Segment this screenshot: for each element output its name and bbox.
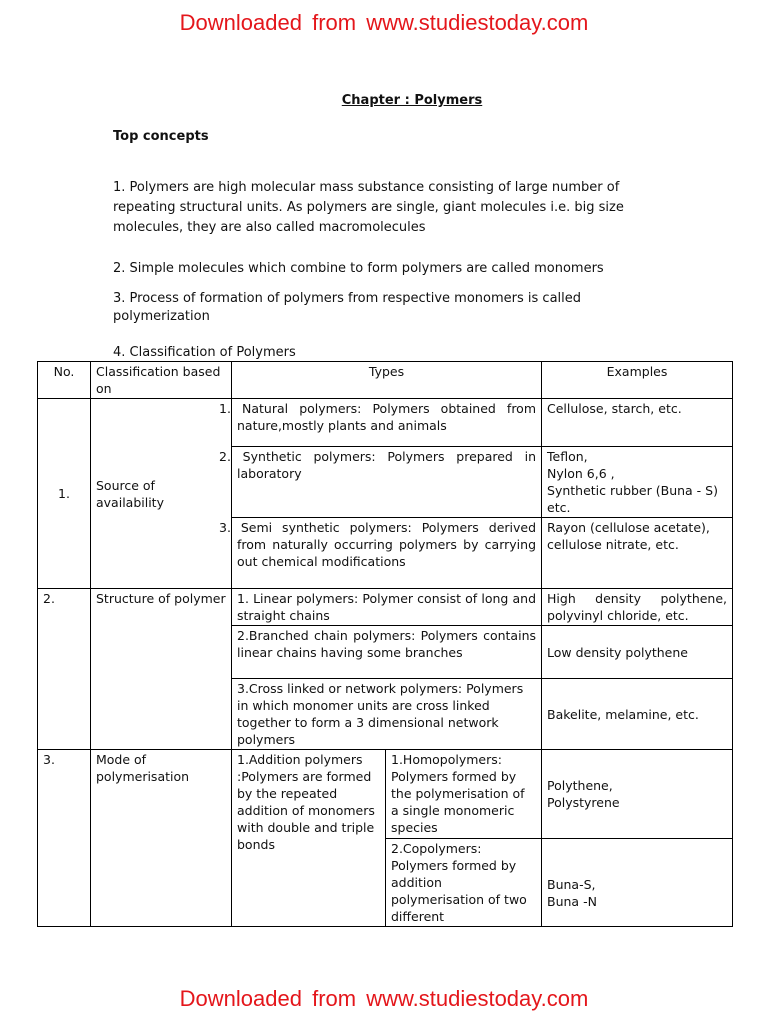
- subtype-cell: 2.Copolymers: Polymers formed by addition polymerisation of two different: [386, 839, 542, 927]
- download-banner-top[interactable]: Downloaded from www.studiestoday.com: [179, 10, 589, 35]
- type-cell: 2.Branched chain polymers: Polymers contains linear chains having some branches: [232, 626, 542, 679]
- subtype-cell: 1.Homopolymers: Polymers formed by the polymerisation of a single monomeric species: [386, 750, 542, 839]
- row-number: 3.: [38, 750, 91, 927]
- row-number: 1.: [38, 399, 91, 589]
- table-header-row: [38, 362, 733, 399]
- classification-table: [37, 361, 733, 927]
- type-cell: 2. Synthetic polymers: Polymers prepared in laboratory: [232, 447, 542, 518]
- type-cell: 1. Linear polymers: Polymer consist of long and straight chains: [232, 589, 542, 626]
- example-cell: Bakelite, melamine, etc.: [542, 679, 733, 750]
- example-cell: High density polythene, polyvinyl chloride, etc.: [542, 589, 733, 626]
- classification-basis: Mode of polymerisation: [91, 750, 232, 927]
- section-heading: Top concepts: [113, 129, 209, 144]
- header-types: Types: [232, 362, 542, 399]
- example-cell: Polythene, Polystyrene: [542, 750, 733, 839]
- classification-basis: Structure of polymer: [91, 589, 232, 750]
- table-row: [38, 399, 733, 447]
- row-number: 2.: [38, 589, 91, 750]
- example-cell: Rayon (cellulose acetate), cellulose nitrate, etc.: [542, 518, 733, 589]
- header-no: No.: [38, 362, 91, 399]
- header-examples: Examples: [542, 362, 733, 399]
- classification-basis: Source of availability: [91, 399, 232, 589]
- example-cell: Teflon, Nylon 6,6 , Synthetic rubber (Buna - S) etc.: [542, 447, 733, 518]
- download-banner-bottom[interactable]: Downloaded from www.studiestoday.com: [179, 986, 589, 1011]
- concept-point-3: 3. Process of formation of polymers from respective monomers is called polymerization: [113, 291, 582, 324]
- addition-polymers-cell: 1.Addition polymers :Polymers are formed by the repeated addition of monomers with double and triple bonds: [232, 750, 386, 927]
- table-row: [38, 589, 733, 626]
- header-classification: Classification based on: [91, 362, 232, 399]
- concept-point-1: 1. Polymers are high molecular mass substance consisting of large number of repeating structural units. As polymers are single, giant molecules i.e. big size molecules, they are also called macromolecules: [113, 180, 624, 235]
- table-row: [38, 750, 733, 839]
- concept-point-2: 2. Simple molecules which combine to form polymers are called monomers: [113, 261, 604, 276]
- example-cell: Low density polythene: [542, 626, 733, 679]
- concept-point-4: 4. Classification of Polymers: [113, 345, 296, 360]
- type-cell: 1. Natural polymers: Polymers obtained from nature,mostly plants and animals: [232, 399, 542, 447]
- type-cell: 3. Semi synthetic polymers: Polymers derived from naturally occurring polymers by carrying out chemical modifications: [232, 518, 542, 589]
- example-cell: Buna-S, Buna -N: [542, 839, 733, 927]
- type-cell: 3.Cross linked or network polymers: Polymers in which monomer units are cross linked together to form a 3 dimensional network polymers: [232, 679, 542, 750]
- example-cell: Cellulose, starch, etc.: [542, 399, 733, 447]
- chapter-title: Chapter : Polymers: [341, 93, 483, 108]
